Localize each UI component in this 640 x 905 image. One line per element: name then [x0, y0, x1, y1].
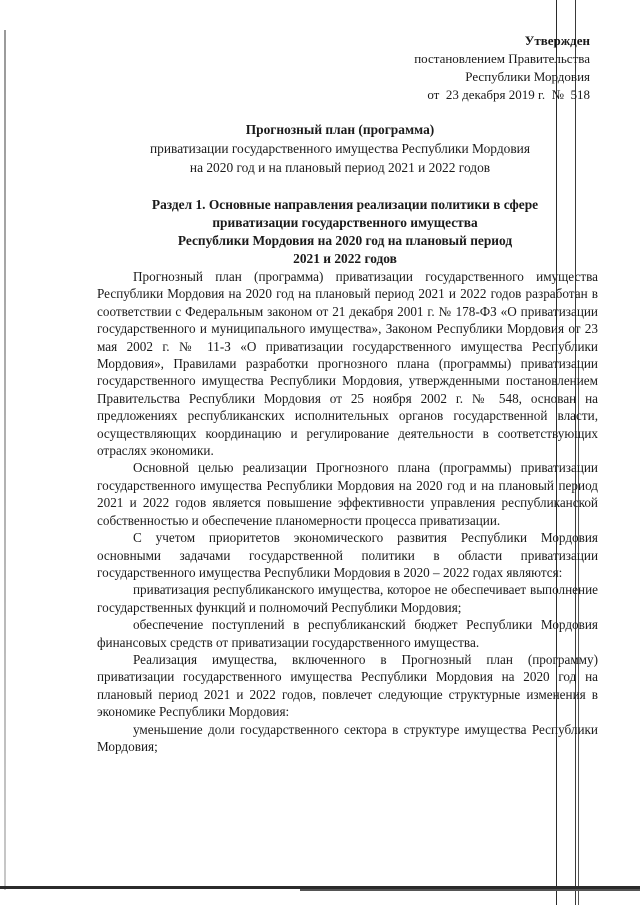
- section-line: приватизации государственного имущества: [212, 215, 478, 230]
- section-line: 2021 и 2022 годов: [293, 251, 397, 266]
- paragraph: приватизация республиканского имущества, которое не обеспечивает выполнение государственных функций и полномочий Республики Мордовия;: [97, 582, 598, 615]
- approval-stamp: [360, 32, 590, 104]
- title-line: на 2020 год и на плановый период 2021 и 2022 годов: [189, 160, 491, 175]
- approval-republic: Республики Мордовия: [465, 69, 590, 84]
- section-line: Раздел 1. Основные направления реализации политики в сфере: [151, 197, 539, 212]
- paragraph: Прогнозный план (программа) приватизации государственного имущества Республики Мордовия на 2020 год на плановый период 2021 и 2022 годов разработан в соответствии с Федеральным законом от 21 декабря 2001 г. № 178-ФЗ «О приватизации государственного и муниципального имущества», Законом Республики Мордовия от 23 мая 2002 г. № 11-З «О приватизации государственного имущества Республики Мордовия», Правилами разработки прогнозного плана (программы) приватизации государственного имущества Республики Мордовия, утвержденными постановлением Правительства Республики Мордовия от 25 ноября 2002 г. № 548, основан на предложениях республиканских исполнительных органов государственной власти, осуществляющих координацию и регулирование деятельности в соответствующих отраслях экономики.: [97, 269, 598, 459]
- approval-number: 518: [570, 87, 590, 102]
- section-line: Республики Мордовия на 2020 год на плановый период: [177, 233, 513, 248]
- paragraph: обеспечение поступлений в республиканский бюджет Республики Мордовия финансовых средств от приватизации государственного имущества.: [97, 617, 598, 650]
- paragraph: Основной целью реализации Прогнозного плана (программы) приватизации государственного имущества Республики Мордовия на 2020 год и на плановый период 2021 и 2022 годов является повышение эффективности управления республиканской собственностью и обеспечение планомерности процесса приватизации.: [97, 460, 598, 528]
- body-text: [97, 268, 598, 755]
- document-title: [100, 120, 580, 177]
- paragraph: Реализация имущества, включенного в Прогнозный план (программу) приватизации государственного имущества Республики Мордовия на 2020 год на плановый период 2021 и 2022 годов, повлечет следующие структурные изменения в экономике Республики Мордовия:: [97, 651, 598, 720]
- approval-heading: Утвержден: [524, 33, 590, 48]
- title-heading: Прогнозный план (программа): [245, 122, 435, 137]
- approval-date: 23 декабря 2019 г.: [445, 87, 546, 102]
- approval-date-line: [360, 86, 590, 104]
- section-heading: [110, 196, 580, 268]
- scan-edge-left: [4, 30, 6, 890]
- title-line: приватизации государственного имущества Республики Мордовия: [150, 141, 530, 156]
- scan-edge-bottom: [300, 889, 640, 891]
- paragraph: уменьшение доли государственного сектора в структуре имущества Республики Мордовия;: [97, 721, 598, 754]
- paragraph: С учетом приоритетов экономического развития Республики Мордовия основными задачами государственной политики в области приватизации государственного имущества Республики Мордовия в 2020 – 2022 годах являются:: [97, 530, 598, 580]
- date-prefix: от: [427, 87, 440, 102]
- number-prefix: №: [551, 87, 564, 102]
- approval-by: постановлением Правительства: [414, 51, 590, 66]
